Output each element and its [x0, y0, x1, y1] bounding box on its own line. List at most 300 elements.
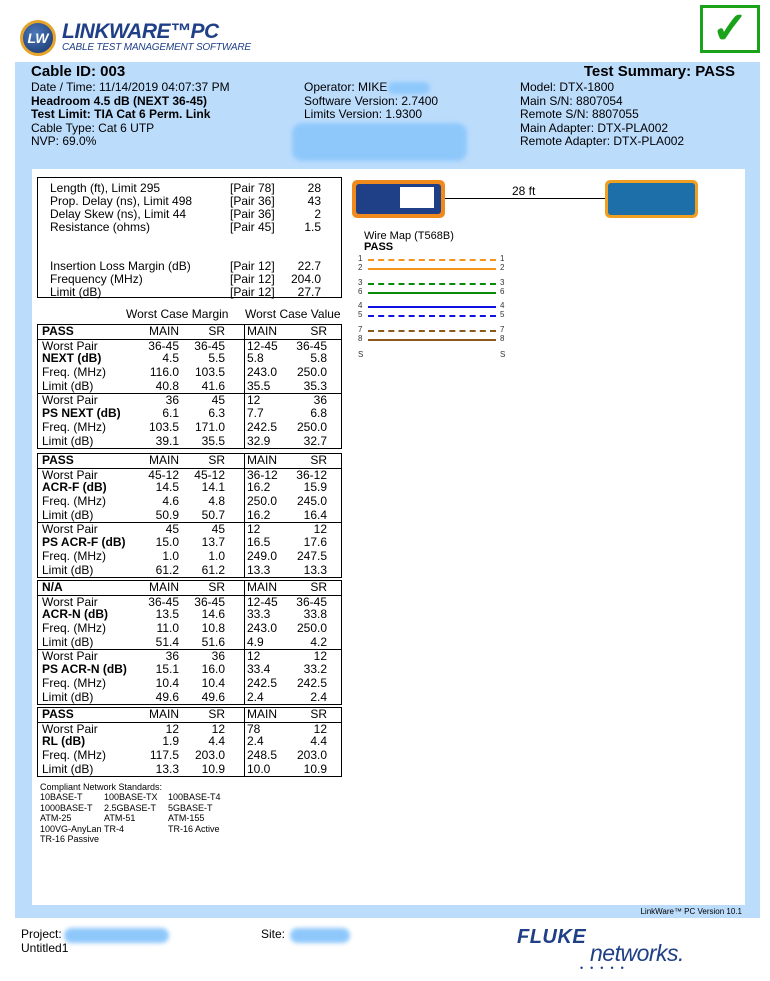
table-row	[38, 608, 341, 622]
cell: 36-45	[148, 338, 179, 353]
cell: ACR-N (dB)	[42, 607, 108, 622]
cell: 12-45	[247, 338, 278, 353]
cell: 4.2	[310, 634, 327, 649]
cell: PASS	[42, 324, 74, 338]
cell: 5.5	[208, 351, 225, 366]
cell: SR	[310, 453, 327, 467]
cell: 4.6	[162, 494, 179, 509]
cell: 1.0	[162, 548, 179, 563]
cell: 12	[247, 393, 261, 408]
table-row	[38, 495, 341, 509]
cell: MAIN	[149, 707, 179, 721]
measurement-value: 27.7	[297, 285, 321, 299]
wire-pair-line	[368, 292, 496, 294]
cell: 50.7	[201, 507, 225, 522]
pin-number: 1	[500, 254, 505, 263]
cell: RL (dB)	[42, 734, 86, 749]
cell: Worst Pair	[42, 649, 98, 664]
main-sn: Main S/N: 8807054	[520, 93, 623, 108]
cell: 12	[247, 522, 261, 537]
table-row	[38, 663, 341, 677]
table-row	[38, 564, 341, 578]
cell: 12	[211, 721, 225, 736]
cell: 36-45	[296, 338, 327, 353]
wire-pair-line	[368, 259, 496, 261]
cell: 203.0	[194, 748, 225, 763]
cable-length: 28 ft	[512, 184, 536, 198]
cell: 15.0	[155, 535, 179, 550]
cell: 49.6	[201, 689, 225, 704]
cell: Limit (dB)	[42, 433, 94, 448]
pin-number: 4	[358, 301, 363, 310]
measurement-value: 204.0	[290, 272, 321, 286]
wiremap-title: Wire Map (T568B)	[364, 230, 454, 242]
project-label: Project:	[21, 927, 62, 941]
pin-number: 8	[358, 334, 363, 343]
cell: 36	[165, 393, 179, 408]
standards-title: Compliant Network Standards:	[40, 782, 163, 792]
cell: 4.5	[162, 351, 179, 366]
cell: 16.2	[247, 480, 271, 495]
table-row	[38, 393, 341, 407]
cell: 14.1	[201, 480, 225, 495]
cell: 242.5	[247, 675, 278, 690]
cell: SR	[208, 324, 225, 338]
wire-pair-line	[368, 283, 496, 285]
cell: 10.0	[247, 761, 271, 776]
measurements-table	[37, 177, 342, 298]
cell: 16.2	[247, 507, 271, 522]
measurement-label: Frequency (MHz)	[50, 272, 143, 286]
cell: 45-12	[148, 467, 179, 482]
cell: MAIN	[247, 580, 277, 594]
pin-number: 4	[500, 301, 505, 310]
cell: 33.8	[303, 607, 327, 622]
cell: 2.4	[247, 734, 264, 749]
cell: 49.6	[155, 689, 179, 704]
results-block	[37, 580, 342, 705]
cell: 245.0	[296, 494, 327, 509]
date-time: Date / Time: 11/14/2019 04:07:37 PM	[31, 80, 230, 94]
cell: Freq. (MHz)	[42, 419, 106, 434]
measurement-row	[38, 221, 341, 234]
cell: PS NEXT (dB)	[42, 406, 121, 421]
measurement-label: Length (ft), Limit 295	[50, 181, 161, 195]
cell: 35.5	[247, 378, 271, 393]
cell: 36-45	[148, 594, 179, 609]
operator: Operator: MIKE	[304, 80, 388, 94]
measurement-pair: [Pair 36]	[230, 194, 275, 208]
cell: SR	[310, 324, 327, 338]
cell: 36	[313, 393, 327, 408]
results-block	[37, 324, 342, 449]
measurement-value: 22.7	[297, 259, 321, 273]
wiremap-status: PASS	[364, 241, 394, 253]
cell: 5.8	[310, 351, 327, 366]
shield-label: S	[500, 350, 506, 359]
cell: 51.4	[155, 634, 179, 649]
cell: 6.1	[162, 406, 179, 421]
cell: 39.1	[155, 433, 179, 448]
cell: 10.9	[303, 761, 327, 776]
cell: 36-12	[247, 467, 278, 482]
pin-number: 8	[500, 334, 505, 343]
measurement-pair: [Pair 36]	[230, 207, 275, 221]
cell: 35.3	[303, 378, 327, 393]
table-row	[38, 622, 341, 636]
cell: 45	[211, 393, 225, 408]
cell: Limit (dB)	[42, 378, 94, 393]
measurement-pair: [Pair 78]	[230, 181, 275, 195]
cell: 36-45	[194, 338, 225, 353]
table-row	[38, 339, 341, 353]
redaction	[64, 928, 169, 943]
cell: MAIN	[247, 453, 277, 467]
standard-item: 5GBASE-T	[168, 802, 213, 813]
pin-number: 6	[358, 287, 363, 296]
remote-sn: Remote S/N: 8807055	[520, 107, 639, 121]
cell: PS ACR-N (dB)	[42, 662, 127, 677]
cell: 45	[165, 522, 179, 537]
cell: 117.5	[149, 748, 179, 763]
remote-adapter: Remote Adapter: DTX-PLA002	[520, 134, 685, 148]
cell: 5.8	[247, 351, 264, 366]
table-row	[38, 481, 341, 495]
cable-type: Cable Type: Cat 6 UTP	[31, 120, 155, 135]
remote-tester-icon	[605, 180, 698, 218]
networks-logo: networks.	[590, 940, 684, 966]
standard-item: ATM-51	[104, 813, 136, 823]
cell: Freq. (MHz)	[42, 748, 106, 763]
standard-item: TR-16 Passive	[40, 834, 100, 844]
cell: 242.5	[247, 419, 278, 434]
results-block	[37, 707, 342, 777]
cell: 12	[165, 721, 179, 736]
table-row	[38, 550, 341, 564]
cell: Worst Pair	[42, 467, 98, 482]
measurement-value: 28	[307, 181, 321, 195]
standard-item: 100BASE-T4	[168, 792, 221, 802]
cell: 2.4	[310, 689, 327, 704]
standard-item: 100VG-AnyLan	[40, 823, 102, 834]
cell: 16.5	[247, 535, 271, 550]
standard-item: 1000BASE-T	[40, 802, 93, 813]
pin-number: 5	[500, 310, 505, 319]
standard-item: TR-16 Active	[168, 823, 220, 834]
table-row	[38, 352, 341, 366]
logo-name: LINKWARE™PC	[62, 20, 219, 43]
cell: PS ACR-F (dB)	[42, 535, 126, 550]
block-header-row	[38, 325, 341, 339]
cell: MAIN	[149, 324, 179, 338]
cell: 35.5	[201, 433, 225, 448]
model: Model: DTX-1800	[520, 80, 615, 94]
cell: 17.6	[303, 535, 327, 550]
cell: 103.5	[194, 365, 225, 380]
cell: 14.5	[155, 480, 179, 495]
standard-item: 2.5GBASE-T	[104, 802, 157, 813]
cell: Worst Pair	[42, 522, 98, 537]
pin-number: 6	[500, 287, 505, 296]
measurement-label: Limit (dB)	[50, 285, 102, 299]
measurement-value: 2	[314, 207, 321, 221]
measurement-value: 43	[307, 194, 321, 208]
table-row	[38, 749, 341, 763]
table-row	[38, 536, 341, 550]
table-row	[38, 595, 341, 609]
table-row	[38, 677, 341, 691]
cell: 33.2	[303, 662, 327, 677]
cell: 50.9	[155, 507, 179, 522]
cell: 4.4	[310, 734, 327, 749]
cell: 243.0	[247, 621, 278, 636]
cell: 2.4	[247, 689, 264, 704]
cell: 4.4	[208, 734, 225, 749]
cell: 250.0	[296, 365, 327, 380]
header-right	[520, 81, 684, 149]
pass-check-icon: ✓	[700, 5, 760, 53]
cell: 4.8	[208, 494, 225, 509]
standard-item: ATM-25	[40, 813, 72, 823]
cell: 40.8	[155, 378, 179, 393]
cell: Limit (dB)	[42, 507, 94, 522]
logo-subtitle: CABLE TEST MANAGEMENT SOFTWARE	[62, 42, 251, 53]
cell: 10.4	[201, 675, 225, 690]
cell: Worst Pair	[42, 594, 98, 609]
cell: 249.0	[247, 548, 278, 563]
nvp: NVP: 69.0%	[31, 134, 97, 148]
cell: 7.7	[247, 406, 264, 421]
block-header-row	[38, 454, 341, 468]
cell: 36	[211, 649, 225, 664]
measurement-label: Delay Skew (ns), Limit 44	[50, 207, 187, 221]
cell: 33.4	[247, 662, 271, 677]
table-row	[38, 468, 341, 482]
cell: SR	[310, 580, 327, 594]
limits-version: Limits Version: 1.9300	[304, 107, 423, 121]
cell: 13.3	[155, 761, 179, 776]
wire-pair-line	[368, 306, 496, 308]
headroom: Headroom 4.5 dB (NEXT 36-45)	[31, 93, 208, 108]
table-row	[38, 421, 341, 435]
test-limit: Test Limit: TIA Cat 6 Perm. Link	[31, 107, 211, 121]
cell: 13.7	[201, 535, 225, 550]
cell: SR	[310, 707, 327, 721]
brand-dots: •••••	[580, 963, 631, 973]
measurement-row	[38, 286, 341, 299]
cell: 51.6	[201, 634, 225, 649]
measurement-pair: [Pair 12]	[230, 259, 275, 273]
cell: Freq. (MHz)	[42, 548, 106, 563]
standard-item: ATM-155	[168, 813, 205, 823]
cell: MAIN	[247, 707, 277, 721]
cell: 1.0	[208, 548, 225, 563]
project-value: Untitled1	[21, 941, 69, 955]
cell: Freq. (MHz)	[42, 365, 106, 380]
cell: 36-12	[296, 467, 327, 482]
cell: 248.5	[247, 748, 278, 763]
redaction	[290, 928, 350, 943]
cell: 10.8	[201, 621, 225, 636]
pin-number: 2	[358, 263, 363, 272]
cell: 15.1	[155, 662, 179, 677]
cell: MAIN	[149, 453, 179, 467]
wire-pair-line	[368, 268, 496, 270]
version-label: LinkWare™ PC Version 10.1	[640, 907, 742, 916]
table-row	[38, 509, 341, 523]
cell: 250.0	[296, 621, 327, 636]
cell: 250.0	[296, 419, 327, 434]
cell: Limit (dB)	[42, 634, 94, 649]
cell: 45-12	[194, 467, 225, 482]
cell: 10.9	[201, 761, 225, 776]
results-block	[37, 453, 342, 578]
cell: 61.2	[155, 562, 179, 577]
cable-line	[445, 198, 605, 199]
cell: 250.0	[247, 494, 278, 509]
pin-number: 3	[500, 278, 505, 287]
cell: Limit (dB)	[42, 562, 94, 577]
fluke-logo: FLUKE	[517, 926, 587, 948]
cell: 13.3	[303, 562, 327, 577]
cell: 12	[313, 522, 327, 537]
measurement-pair: [Pair 12]	[230, 285, 275, 299]
cell: 4.9	[247, 634, 264, 649]
table-row	[38, 691, 341, 705]
cell: PASS	[42, 453, 74, 467]
cell: N/A	[42, 580, 63, 594]
wire-pair-line	[368, 339, 496, 341]
cell: 12	[313, 649, 327, 664]
cell: SR	[208, 580, 225, 594]
cell: 78	[247, 721, 261, 736]
cell: 12	[247, 649, 261, 664]
cell: Freq. (MHz)	[42, 494, 106, 509]
cell: 243.0	[247, 365, 278, 380]
cell: 32.7	[303, 433, 327, 448]
software-version: Software Version: 2.7400	[304, 93, 439, 108]
cell: 203.0	[296, 748, 327, 763]
cell: 1.9	[162, 734, 179, 749]
block-header-row	[38, 708, 341, 722]
cell: 247.5	[296, 548, 327, 563]
cell: 12-45	[247, 594, 278, 609]
table-row	[38, 435, 341, 449]
cell: Limit (dB)	[42, 761, 94, 776]
table-row	[38, 407, 341, 421]
linkware-logo	[20, 20, 260, 58]
cell: 15.9	[303, 480, 327, 495]
cell: 36-45	[194, 594, 225, 609]
cell: SR	[208, 453, 225, 467]
lw-logo-icon: LW	[20, 20, 56, 56]
pin-number: 2	[500, 263, 505, 272]
main-tester-icon	[352, 180, 445, 218]
measurement-pair: [Pair 12]	[230, 272, 275, 286]
main-adapter: Main Adapter: DTX-PLA002	[520, 120, 669, 135]
cell: 32.9	[247, 433, 271, 448]
cell: SR	[208, 707, 225, 721]
cell: Worst Pair	[42, 393, 98, 408]
cell: 16.0	[201, 662, 225, 677]
measurement-label: Prop. Delay (ns), Limit 498	[50, 194, 193, 208]
cable-id: Cable ID: 003	[31, 63, 126, 80]
cell: 171.0	[194, 419, 225, 434]
cell: 242.5	[296, 675, 327, 690]
pin-number: 1	[358, 254, 363, 263]
block-header-row	[38, 581, 341, 595]
cell: Worst Pair	[42, 338, 98, 353]
table-row	[38, 649, 341, 663]
cell: 61.2	[201, 562, 225, 577]
cell: 14.6	[201, 607, 225, 622]
table-row	[38, 380, 341, 394]
pin-number: 3	[358, 278, 363, 287]
measurement-pair: [Pair 45]	[230, 220, 275, 234]
cell: 41.6	[201, 378, 225, 393]
table-row	[38, 522, 341, 536]
cell: 45	[211, 522, 225, 537]
table-row	[38, 763, 341, 777]
measurement-value: 1.5	[304, 220, 321, 234]
test-summary: Test Summary: PASS	[583, 63, 735, 80]
worst-case-value-header: Worst Case Value	[245, 307, 341, 321]
cell: ACR-F (dB)	[42, 480, 107, 495]
cell: MAIN	[149, 580, 179, 594]
standard-item: 10BASE-T	[40, 792, 83, 802]
measurement-label: Insertion Loss Margin (dB)	[50, 259, 191, 273]
standard-item: TR-4	[104, 823, 124, 834]
table-row	[38, 636, 341, 650]
cell: 103.5	[148, 419, 179, 434]
cell: 10.4	[155, 675, 179, 690]
pin-number: 5	[358, 310, 363, 319]
shield-label: S	[358, 350, 364, 359]
cell: 36	[165, 649, 179, 664]
cell: 116.0	[149, 365, 179, 380]
cell: 11.0	[156, 621, 179, 636]
table-row	[38, 722, 341, 736]
cell: Worst Pair	[42, 721, 98, 736]
site-label: Site:	[261, 927, 286, 941]
cell: PASS	[42, 707, 74, 721]
cell: 6.8	[310, 406, 327, 421]
measurement-label: Resistance (ohms)	[50, 220, 151, 234]
cell: MAIN	[247, 324, 277, 338]
cell: 36-45	[296, 594, 327, 609]
wire-pair-line	[368, 315, 496, 317]
cell: 16.4	[303, 507, 327, 522]
pin-number: 7	[500, 325, 505, 334]
cell: 13.3	[247, 562, 271, 577]
cell: Limit (dB)	[42, 689, 94, 704]
header-left	[31, 81, 230, 149]
wire-pair-line	[368, 330, 496, 332]
table-row	[38, 366, 341, 380]
standard-item: 100BASE-TX	[104, 792, 158, 802]
redaction	[292, 123, 467, 161]
cell: 6.3	[208, 406, 225, 421]
pin-number: 7	[358, 325, 363, 334]
cell: Freq. (MHz)	[42, 621, 106, 636]
cell: NEXT (dB)	[42, 351, 102, 366]
table-row	[38, 735, 341, 749]
cell: 33.3	[247, 607, 271, 622]
redaction	[388, 82, 430, 94]
cell: 13.5	[155, 607, 179, 622]
cell: 12	[313, 721, 327, 736]
cell: Freq. (MHz)	[42, 675, 106, 690]
